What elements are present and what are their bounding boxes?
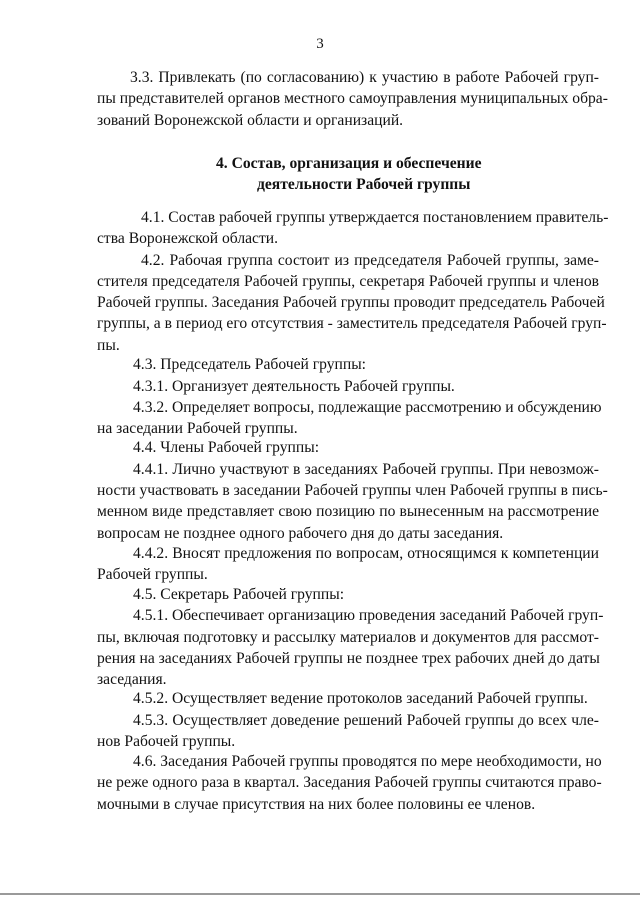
paragraph-line: 4.5.1. Обеспечивает организацию проведения заседаний Рабочей груп- [133,607,604,624]
paragraph-line: 4.4.2. Вносят предложения по вопросам, относящимся к компетенции [133,545,599,562]
paragraph-line: 4.4.1. Лично участвуют в заседаниях Рабочей группы. При невозмож- [133,461,599,478]
paragraph-line: менном виде представляет свою позицию по вынесенным на рассмотрение [97,503,599,520]
section-heading: деятельности Рабочей группы [257,176,471,193]
paragraph-line: ности участвовать в заседании Рабочей группы член Рабочей группы в пись- [97,482,608,499]
paragraph-line: 4.2. Рабочая группа состоит из председателя Рабочей группы, заме- [141,252,599,269]
page-number: 3 [316,36,324,52]
paragraph-line: 4.3.1. Организует деятельность Рабочей группы. [133,378,455,395]
paragraph-line: зований Воронежской области и организаций. [97,112,404,129]
paragraph-line: пы, включая подготовку и рассылку материалов и документов для рассмот- [97,629,599,646]
paragraph-line: ства Воронежской области. [97,230,279,247]
paragraph-line: 4.3.2. Определяет вопросы, подлежащие рассмотрению и обсуждению [133,399,602,416]
paragraph-line: вопросам не позднее одного рабочего дня до даты заседания. [97,525,504,542]
paragraph-line: на заседании Рабочей группы. [97,420,298,437]
paragraph-line: 3.3. Привлекать (по согласованию) к участию в работе Рабочей груп- [130,69,599,86]
paragraph-line: 4.5.2. Осуществляет ведение протоколов заседаний Рабочей группы. [133,690,588,707]
paragraph-line: Рабочей группы. [97,566,208,583]
scan-edge-rule [0,893,640,895]
paragraph-line: рения на заседаниях Рабочей группы не позднее трех рабочих дней до даты [97,650,600,667]
paragraph-line: 4.4. Члены Рабочей группы: [133,439,320,456]
paragraph-line: стителя председателя Рабочей группы, секретаря Рабочей группы и членов [97,273,599,290]
paragraph-line: Рабочей группы. Заседания Рабочей группы проводит председатель Рабочей [97,294,605,311]
paragraph-line: пы представителей органов местного самоуправления муниципальных обра- [97,90,608,107]
section-heading: 4. Состав, организация и обеспечение [216,155,482,172]
paragraph-line: нов Рабочей группы. [97,733,236,750]
paragraph-line: заседания. [97,671,167,688]
paragraph-line: 4.5. Секретарь Рабочей группы: [133,586,345,603]
paragraph-line: 4.3. Председатель Рабочей группы: [133,356,367,373]
paragraph-line: не реже одного раза в квартал. Заседания Рабочей группы считаются право- [97,774,602,791]
paragraph-line: 4.5.3. Осуществляет доведение решений Рабочей группы до всех чле- [133,712,599,729]
paragraph-line: 4.6. Заседания Рабочей группы проводятся по мере необходимости, но [133,753,602,770]
paragraph-line: группы, а в период его отсутствия - заместитель председателя Рабочей груп- [97,315,607,332]
paragraph-line: мочными в случае присутствия на них более половины ее членов. [97,796,536,813]
paragraph-line: 4.1. Состав рабочей группы утверждается постановлением правитель- [141,209,609,226]
paragraph-line: пы. [97,337,120,354]
